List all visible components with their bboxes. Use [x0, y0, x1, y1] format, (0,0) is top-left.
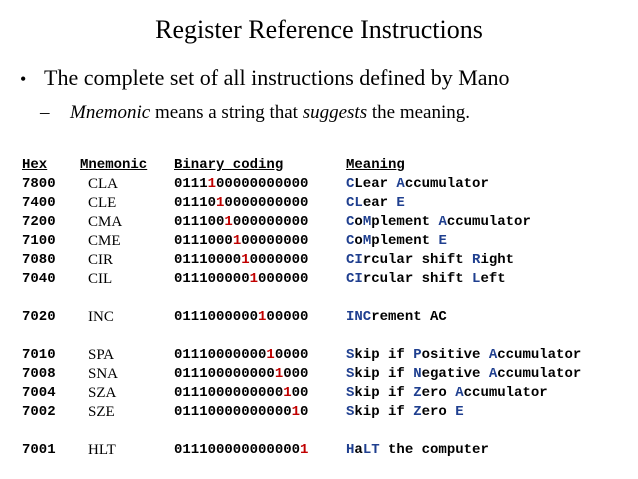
binary-digits: 00 — [291, 385, 309, 401]
mnemonic-letters: Z — [413, 404, 422, 420]
sub-bullet — [40, 101, 470, 125]
cell-hex: 7010 — [22, 347, 56, 363]
meaning-text: kip if — [354, 366, 414, 382]
sub-bullet-term-suggests: suggests — [302, 102, 368, 123]
binary-digits: 0000 — [274, 347, 309, 363]
cell-meaning — [346, 346, 581, 365]
mnemonic-letters: CL — [346, 195, 363, 211]
mnemonic-letters: M — [362, 214, 372, 230]
sub-bullet-dash: – — [40, 102, 50, 123]
cell-mnemonic: HLT — [88, 442, 116, 458]
cell-meaning — [346, 270, 506, 289]
cell-hex: 7002 — [22, 404, 56, 420]
cell-hex: 7080 — [22, 252, 56, 268]
cell-hex: 7100 — [22, 233, 56, 249]
header-hex: Hex — [22, 157, 48, 173]
cell-mnemonic: SNA — [88, 366, 119, 382]
highlighted-bit: 1 — [283, 385, 292, 401]
mnemonic-letters: E — [396, 195, 405, 211]
mnemonic-letters: H — [346, 442, 355, 458]
header-meaning: Meaning — [346, 157, 405, 173]
cell-mnemonic: CMA — [88, 214, 123, 230]
meaning-text: a — [354, 442, 363, 458]
binary-digits: 0111000000000 — [174, 385, 284, 401]
meaning-text: rement AC — [371, 309, 447, 325]
highlighted-bit: 1 — [207, 176, 217, 192]
meaning-text: ear — [362, 195, 397, 211]
mnemonic-letters: A — [396, 176, 405, 192]
meaning-text: o — [354, 233, 363, 249]
meaning-text: eft — [480, 271, 506, 287]
cell-binary-coding — [174, 441, 308, 460]
cell-meaning — [346, 213, 531, 232]
cell-binary-coding — [174, 308, 308, 327]
meaning-text: plement — [371, 214, 439, 230]
meaning-text: plement — [371, 233, 439, 249]
highlighted-bit: 1 — [266, 347, 275, 363]
meaning-text: ccumulator — [446, 214, 531, 230]
cell-binary-coding — [174, 365, 308, 384]
cell-mnemonic: CME — [88, 233, 121, 249]
mnemonic-letters: A — [488, 366, 498, 382]
binary-digits: 0111 — [174, 176, 208, 192]
cell-meaning — [346, 175, 489, 194]
meaning-text: kip if — [354, 404, 414, 420]
mnemonic-letters: E — [455, 404, 464, 420]
mnemonic-letters: P — [413, 347, 422, 363]
meaning-text: kip if — [354, 385, 414, 401]
cell-binary-coding — [174, 403, 308, 422]
slide-title: Register Reference Instructions — [155, 15, 483, 44]
cell-meaning — [346, 403, 464, 422]
highlighted-bit: 1 — [300, 442, 309, 458]
cell-hex: 7008 — [22, 366, 56, 382]
mnemonic-letters: S — [346, 347, 355, 363]
cell-binary-coding — [174, 175, 308, 194]
meaning-text: kip if — [354, 347, 414, 363]
binary-digits: 01110000000 — [174, 347, 267, 363]
mnemonic-letters: CI — [346, 271, 363, 287]
meaning-text: ccumulator — [497, 366, 582, 382]
cell-meaning — [346, 441, 489, 460]
bullet-point — [20, 64, 510, 93]
meaning-text: o — [354, 214, 363, 230]
sub-bullet-text-b: the meaning. — [367, 102, 470, 123]
binary-digits: 0000000 — [249, 252, 309, 268]
cell-mnemonic: CLE — [88, 195, 117, 211]
meaning-text: ccumulator — [497, 347, 582, 363]
mnemonic-letters: L — [472, 271, 481, 287]
binary-digits: 011100 — [174, 214, 225, 230]
header-mnemonic: Mnemonic — [80, 157, 148, 173]
bullet-text: The complete set of all instructions defined by Mano — [44, 65, 510, 90]
mnemonic-letters: E — [438, 233, 447, 249]
binary-digits: 000000 — [258, 271, 309, 287]
highlighted-bit: 1 — [291, 404, 301, 420]
meaning-text: ccumulator — [463, 385, 548, 401]
highlighted-bit: 1 — [274, 366, 284, 382]
cell-binary-coding — [174, 270, 308, 289]
cell-hex: 7001 — [22, 442, 56, 458]
binary-digits: 01110000000000 — [174, 404, 292, 420]
mnemonic-letters: M — [362, 233, 372, 249]
mnemonic-letters: R — [472, 252, 481, 268]
binary-digits: 000000000 — [232, 214, 309, 230]
sub-bullet-term-mnemonic: Mnemonic — [70, 102, 151, 123]
cell-hex: 7800 — [22, 176, 56, 192]
cell-hex: 7004 — [22, 385, 56, 401]
mnemonic-letters: C — [346, 233, 355, 249]
cell-hex: 7020 — [22, 309, 56, 325]
sub-bullet-text-a: means a string that — [150, 102, 303, 123]
mnemonic-letters: S — [346, 404, 355, 420]
cell-mnemonic: CIL — [88, 271, 113, 287]
mnemonic-letters: INC — [346, 309, 372, 325]
cell-binary-coding — [174, 194, 308, 213]
meaning-text: ight — [480, 252, 515, 268]
binary-digits: 0111000000 — [174, 309, 259, 325]
binary-digits: 011100000000 — [174, 366, 275, 382]
highlighted-bit: 1 — [258, 309, 267, 325]
binary-digits: 01110 — [174, 195, 217, 211]
mnemonic-letters: S — [346, 385, 355, 401]
highlighted-bit: 1 — [224, 214, 233, 230]
mnemonic-letters: LT — [362, 442, 380, 458]
cell-hex: 7400 — [22, 195, 56, 211]
cell-mnemonic: INC — [88, 309, 114, 325]
binary-digits: 0 — [300, 404, 309, 420]
binary-digits: 01110000 — [174, 252, 242, 268]
header-binary-coding: Binary coding — [174, 157, 284, 173]
mnemonic-letters: N — [413, 366, 422, 382]
cell-binary-coding — [174, 346, 308, 365]
highlighted-bit: 1 — [232, 233, 242, 249]
highlighted-bit: 1 — [241, 252, 250, 268]
meaning-text: rcular shift — [362, 271, 473, 287]
meaning-text: ccumulator — [404, 176, 489, 192]
cell-hex: 7040 — [22, 271, 56, 287]
cell-mnemonic: SPA — [88, 347, 115, 363]
highlighted-bit: 1 — [249, 271, 259, 287]
cell-binary-coding — [174, 213, 308, 232]
mnemonic-letters: A — [488, 347, 498, 363]
highlighted-bit: 1 — [216, 195, 225, 211]
meaning-text: ero — [421, 404, 456, 420]
binary-digits: 00000000 — [241, 233, 309, 249]
mnemonic-letters: S — [346, 366, 355, 382]
meaning-text: Lear — [354, 176, 397, 192]
cell-meaning — [346, 384, 548, 403]
binary-digits: 011100000000000 — [174, 442, 301, 458]
meaning-text: rcular shift — [362, 252, 473, 268]
cell-meaning — [346, 308, 447, 327]
cell-binary-coding — [174, 251, 308, 270]
cell-meaning — [346, 232, 447, 251]
mnemonic-letters: C — [346, 214, 355, 230]
meaning-text: ero — [421, 385, 456, 401]
cell-meaning — [346, 251, 514, 270]
cell-mnemonic: CIR — [88, 252, 114, 268]
cell-mnemonic: SZA — [88, 385, 117, 401]
cell-binary-coding — [174, 232, 308, 251]
mnemonic-letters: C — [346, 176, 355, 192]
binary-digits: 000 — [283, 366, 309, 382]
mnemonic-letters: A — [455, 385, 464, 401]
bullet-dot: • — [20, 69, 27, 89]
cell-meaning — [346, 365, 581, 384]
mnemonic-letters: A — [438, 214, 447, 230]
meaning-text: ositive — [421, 347, 489, 363]
meaning-text: the computer — [379, 442, 489, 458]
mnemonic-letters: Z — [413, 385, 422, 401]
binary-digits: 011100000 — [174, 271, 250, 287]
binary-digits: 00000 — [266, 309, 309, 325]
meaning-text: egative — [421, 366, 489, 382]
cell-mnemonic: SZE — [88, 404, 115, 420]
cell-hex: 7200 — [22, 214, 56, 230]
binary-digits: 0111000 — [174, 233, 233, 249]
binary-digits: 0000000000 — [224, 195, 309, 211]
mnemonic-letters: CI — [346, 252, 363, 268]
binary-digits: 00000000000 — [216, 176, 309, 192]
cell-mnemonic: CLA — [88, 176, 118, 192]
cell-meaning — [346, 194, 405, 213]
cell-binary-coding — [174, 384, 308, 403]
